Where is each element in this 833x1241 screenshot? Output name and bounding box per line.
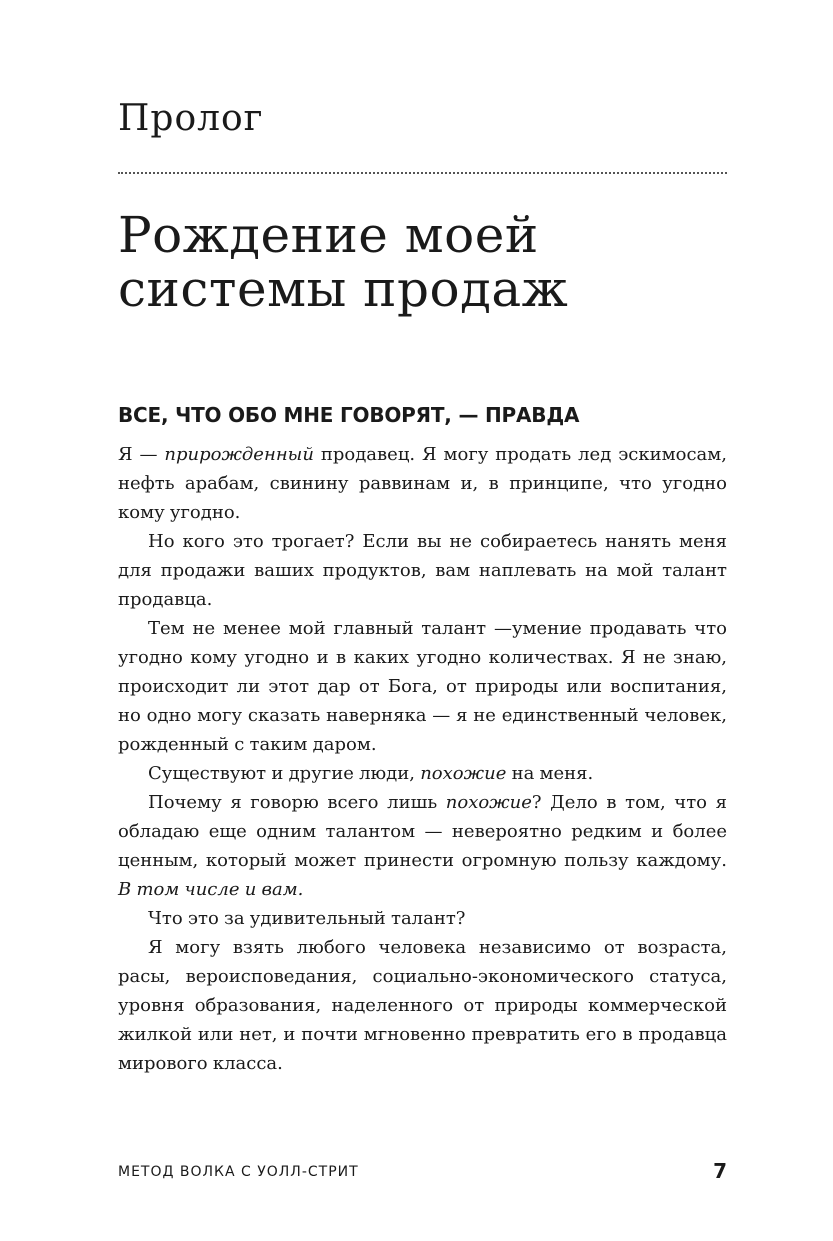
chapter-title [118,208,738,316]
paragraph: Что это за удивительный талант? [148,908,466,929]
chapter-label: Пролог [118,98,264,139]
emphasis: похожие [420,763,507,784]
paragraph [118,788,727,904]
paragraph: Я могу взять любого человека независимо от возраста, расы, вероисповедания, социально-экономического статуса, уровня образования, наделенного от природы коммерческой жилкой или нет, и почти мгновенно превратить его в продавца мирового класса. [118,937,727,1074]
section-heading: ВСЕ, ЧТО ОБО МНЕ ГОВОРЯТ, — ПРАВДА [118,403,580,427]
text-run: Почему я говорю всего лишь [148,792,446,813]
body-text [118,440,727,1078]
running-footer-title: МЕТОД ВОЛКА С УОЛЛ-СТРИТ [118,1164,359,1180]
paragraph: Тем не менее мой главный талант —умение продавать что угодно кому угодно и в каких угодно количествах. Я не знаю, происходит ли этот дар от Бога, от природы или воспитания, но одно могу сказать наверняка — я не единственный человек, рожденный с таким даром. [118,618,727,755]
emphasis: В том числе и вам. [118,879,304,900]
paragraph: Но кого это трогает? Если вы не собираетесь нанять меня для продажи ваших продуктов, вам наплевать на мой талант продавца. [118,531,727,610]
text-run: Существуют и другие люди, [148,763,421,784]
paragraph [118,759,727,788]
paragraph [118,440,727,527]
text-run: ? Дело в том, что я обладаю еще одним талантом — невероятно редким и более ценным, который может принести огромную пользу каждому. [118,792,727,871]
page-number: 7 [713,1159,727,1183]
chapter-title-line-1: Рождение моей [118,206,539,264]
chapter-title-line-2: системы продаж [118,260,569,318]
text-run: продавец. Я могу продать лед эскимосам, нефть арабам, свинину раввинам и, в принципе, что угодно кому угодно. [118,444,727,523]
emphasis: прирожденный [164,444,314,465]
emphasis: похожие [445,792,532,813]
text-run: на меня. [506,763,594,784]
dotted-divider [118,172,727,174]
text-run: Я — [118,444,165,465]
